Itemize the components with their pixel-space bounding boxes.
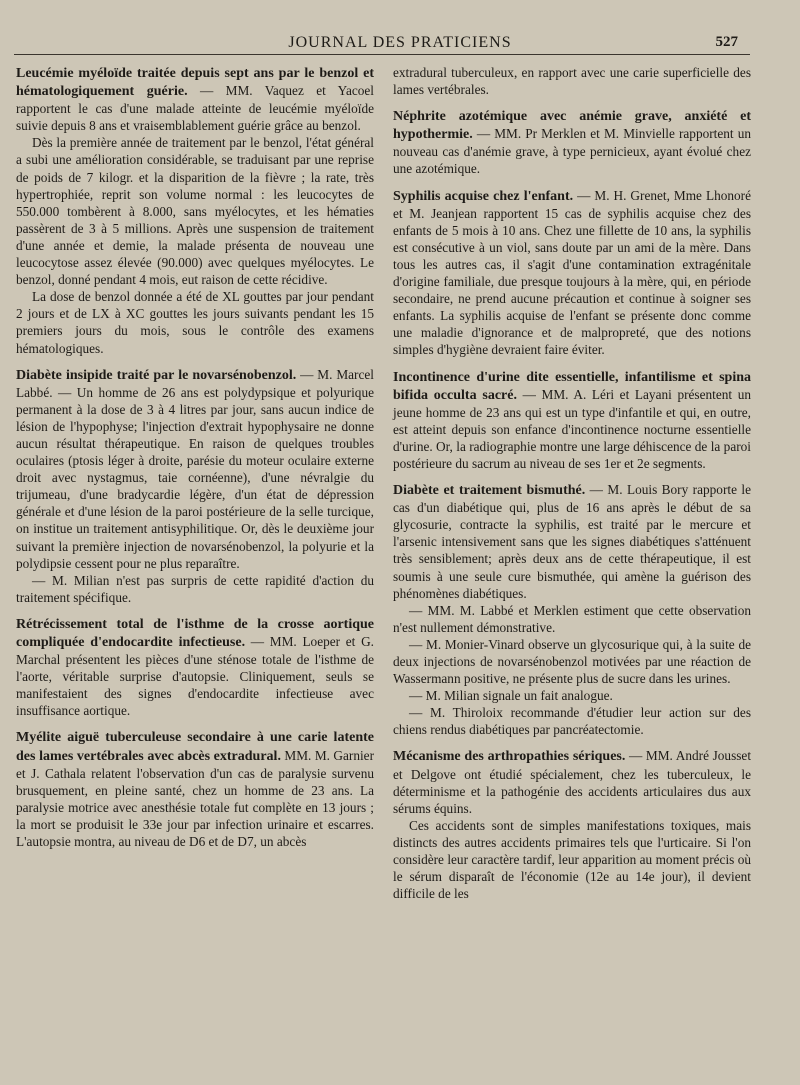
- article-arthropathies: [393, 747, 751, 902]
- article-diabete-insipide: [16, 366, 374, 606]
- article-title: Rétrécissement total de l'isthme de la crosse aortique compliquée d'endocardite infectieuse.: [16, 616, 374, 650]
- article-nephrite: [393, 107, 751, 177]
- article-paragraph: — M. Milian n'est pas surpris de cette rapidité d'action du traitement spécifique.: [16, 572, 374, 605]
- article-title: Diabète et traitement bismuthé.: [393, 483, 586, 499]
- article-syphilis-enfant: [393, 187, 751, 359]
- article-paragraph: — MM. A. Léri et Layani présentent un jeune homme de 23 ans qui est un type d'infantile et qui, en outre, est atteint depuis son enfance d'incontinence nocturne essentielle d'urine. Or, la radiographie montre une large déhiscence de la paroi postérieure du sacrum au niveau de ses 1er et 2e segments.: [393, 386, 751, 471]
- article-title: Incontinence d'urine dite essentielle, infantilisme et spina bifida occulta sacré.: [393, 369, 751, 403]
- article-paragraph: — MM. Vaquez et Yacoel rapportent le cas d'une malade atteinte de leucémie myéloïde suivie depuis 8 ans et vraisemblablement guérie grâce au benzol.: [16, 83, 374, 134]
- article-paragraph: Dès la première année de traitement par le benzol, l'état général a subi une amélioration considérable, se traduisant par une reprise de poids de 7 kilogr. et la disparition de la fièvre ; la rate, très hypertrophiée, reprit son volume normal : les leucocytes de 550.000 tombèrent à 8.000, sans myélocytes, et les hématies passèrent de 3 à 5 millions. Après une suspension de traitement d'une année et demie, la malade présenta de nouveau une leucocytose assez élevée (90.000) avec quelques myélocytes. Le benzol, donné pendant 4 mois, eut raison de cette récidive.: [16, 135, 374, 288]
- article-paragraph: — M. Milian signale un fait analogue.: [409, 688, 613, 704]
- article-title: Syphilis acquise chez l'enfant.: [393, 188, 574, 204]
- article-paragraph: extradural tuberculeux, en rapport avec une carie superficielle des lames vertébrales.: [393, 65, 751, 98]
- article-paragraph: Ces accidents sont de simples manifestations toxiques, mais distincts des autres accidents primaires tels que l'urticaire. Si l'on considère leur caractère tardif, leur apparition au moment précis où le sérum disparaît de l'économie (12e au 14e jour), il devient difficile de les: [393, 817, 751, 902]
- article-paragraph: — MM. M. Labbé et Merklen estiment que cette observation n'est nullement démonstrative.: [393, 602, 751, 635]
- journal-title: JOURNAL DES PRATICIENS: [288, 34, 512, 51]
- header-rule: [14, 54, 750, 55]
- article-myelite: [16, 728, 374, 850]
- article-paragraph: — M. Monier-Vinard observe un glycosurique qui, à la suite de deux injections de novarsénobenzol motivées par une réaction de Wassermann positive, ne présente plus de sucre dans les urines.: [393, 636, 751, 687]
- article-paragraph: — MM. Loeper et G. Marchal présentent les pièces d'une sténose totale de l'isthme de l'aorte, véritable surprise d'autopsie. Cliniquement, seuls se manifestaient des signes d'endocardite infectieuse avec insuffisance aortique.: [16, 634, 374, 719]
- left-column: [16, 64, 374, 859]
- article-title: Leucémie myéloïde traitée depuis sept ans par le benzol et hématologiquement guérie.: [16, 66, 374, 100]
- article-title: Mécanisme des arthropathies sériques.: [393, 749, 626, 765]
- article-paragraph: — M. Thiroloix recommande d'étudier leur action sur des chiens rendus diabétiques par pancréatectomie.: [393, 705, 751, 738]
- article-paragraph: — MM. André Jousset et Delgove ont étudié spécialement, chez les tuberculeux, le déterminisme et la pathogénie des accidents articulaires dus aux sérums équins.: [393, 748, 752, 816]
- article-leucemie: [16, 64, 374, 357]
- running-header: [0, 30, 800, 56]
- article-paragraph: MM. M. Garnier et J. Cathala relatent l'observation d'un cas de paralysie survenu brusquement, en pleine santé, chez un homme de 23 ans. La paralysie motrice avec anesthésie totale fut complète en 13 jours ; la mort se produisit le 33e jour par infection urinaire et escarres. L'autopsie montra, au niveau de D6 et de D7, un abcès: [16, 747, 375, 850]
- article-title: Myélite aiguë tuberculeuse secondaire à une carie latente des lames vertébrales avec abcès extradural.: [16, 730, 374, 764]
- page-number: 527: [715, 34, 738, 50]
- article-continuation: [393, 64, 751, 98]
- article-paragraph: — M. Marcel Labbé. — Un homme de 26 ans est polydypsique et polyurique permanent à la dose de 3 à 4 litres par jour, sans aucun indice de lésion de l'hypophyse; l'injection d'extrait hypophysaire ne donne aucun résultat thérapeutique. En raison de quelques troubles oculaires (ptosis léger à droite, parésie du moteur oculaire externe droit avec nystagmus, taie cornéenne), d'une névralgie du trijumeau, d'une bradycardie légère, d'un état de dépression générale et d'une lésion de la paroi postérieure de la selle turcique, on institue un traitement antisyphilitique. Or, dès le deuxième jour suivant la première injection de novarsénobenzol, la polyurie et la polydipsie cessent pour ne plus reparaître.: [16, 366, 374, 571]
- article-paragraph: — MM. Pr Merklen et M. Minvielle rapportent un nouveau cas d'anémie grave, à type pernicieux, ayant évolué chez une azotémique.: [393, 126, 751, 177]
- article-paragraph: — M. H. Grenet, Mme Lhonoré et M. Jeanjean rapportent 15 cas de syphilis acquise chez des enfants de 5 mois à 10 ans. Chez une fillette de 10 ans, la syphilis est consécutive à un viol, sans doute par un ami de la mère. Dans tous les autres cas, il s'agit d'une contamination extragénitale d'origine familiale, due presque toujours à la mère, qui, en période secondaire, ne prend aucune précaution et continue à soigner ses enfants. La syphilis acquise de l'enfant se présente donc comme une maladie d'ignorance et de malpropreté, que des notions simples d'hygiène devraient faire éviter.: [393, 187, 751, 358]
- article-paragraph: La dose de benzol donnée a été de XL gouttes par jour pendant 2 jours et de LX à XC gouttes les jours suivants pendant les 15 premiers jours du mois, sous le contrôle des examens hématologiques.: [16, 289, 374, 356]
- article-incontinence: [393, 368, 751, 473]
- right-column: [393, 64, 751, 911]
- article-retrecissement-aorte: [16, 615, 374, 720]
- article-title: Diabète insipide traité par le novarsénobenzol.: [16, 367, 297, 383]
- article-paragraph: — M. Louis Bory rapporte le cas d'un diabétique qui, plus de 16 ans après le début de sa glycosurie, contracte la syphilis, est traité par le mercure et l'arsenic intensivement sans que les signes diabétiques s'atténuent très sensiblement; après deux ans de cette thérapeutique, il est soumis à une seule cure bismuthée, qui amène la guérison des phénomènes diabétiques.: [393, 482, 752, 601]
- article-title: Néphrite azotémique avec anémie grave, anxiété et hypothermie.: [393, 109, 751, 143]
- article-diabete-bismuthe: [393, 481, 751, 738]
